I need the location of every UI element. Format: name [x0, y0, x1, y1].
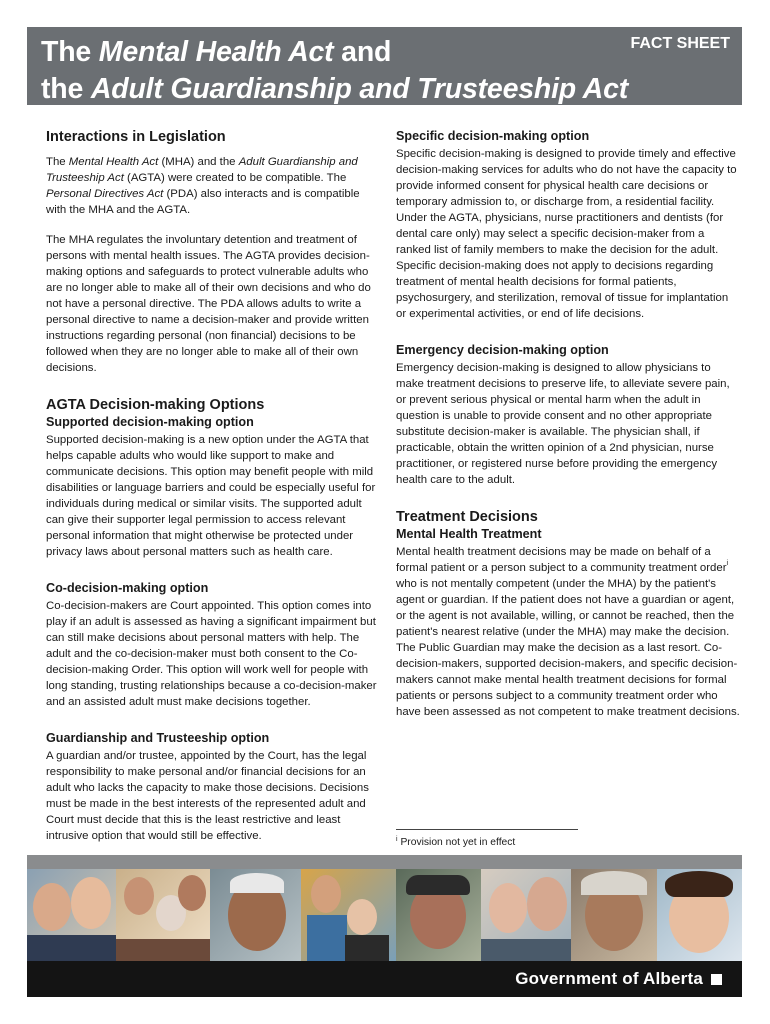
footnote-marker: i — [726, 560, 729, 567]
footnote: $^i$ Provision not yet in effect — [396, 836, 516, 848]
footer-bar — [27, 961, 742, 997]
footnote-rule — [396, 829, 578, 830]
fact-sheet-badge: FACT SHEET — [630, 35, 730, 52]
government-of-alberta-logo: Government of Alberta — [515, 969, 722, 989]
title-line-2: the Adult Guardianship and Trusteeship Act — [41, 73, 629, 105]
heading-guardianship: Guardianship and Trusteeship option — [46, 731, 270, 745]
photo-elderly-man — [210, 869, 301, 961]
paragraph-mental-health-treatment: Mental health treatment decisions may be made on behalf of a formal patient or a person subject to a community treatment order$^i$ who is not mentally competent (under the MHA) by the patient's agent or guardian. If the patient does not have a guardian or agent, or the agent is not available, willing, or cannot be reached, then the patient's nearest relative (under the MHA) may make the decision. The Public Guardian may make the decision as a last resort. Co-decision-makers, supported decision-makers, and specific decision-makers cannot make mental health treatment decisions for formal patients or persons subject to a community treatment order who have been assessed as not competent to make treatment decisions. — [396, 546, 740, 718]
title-line-1: The Mental Health Act and — [41, 36, 392, 68]
heading-emergency: Emergency decision-making option — [396, 343, 609, 357]
title-act-name-1: Mental Health Act — [98, 36, 334, 68]
heading-supported: Supported decision-making option — [46, 415, 254, 429]
paragraph-supported: Supported decision-making is a new option under the AGTA that helps capable adults who would like support to make and communicate decisions. This option may benefit people with mild disabilities or language barriers and could be especially useful for individuals during medical or similar visits. The supported adult can give their supporter legal permission to access relevant personal information that might otherwise be protected under privacy laws about personal matters such as health care. — [46, 434, 376, 558]
paragraph-interactions-2: The MHA regulates the involuntary detention and treatment of persons with mental health issues. The AGTA provides decision-making options and safeguards to protect vulnerable adults who are no longer able to make all of their own decisions and who do not have a personal directive. The PDA allows adults to write a personal directive to name a decision-maker and provide written instructions regarding personal (non financial) decisions to be followed when they are no longer able to make all of their own decisions. — [46, 234, 371, 374]
photo-man-with-wheelchair-user — [301, 869, 396, 961]
heading-agta-options: AGTA Decision-making Options — [46, 397, 265, 413]
photo-elderly-woman — [571, 869, 657, 961]
photo-strip — [27, 869, 742, 961]
photo-family-group — [116, 869, 211, 961]
paragraph-guardianship: A guardian and/or trustee, appointed by the Court, has the legal responsibility to make personal and/or financial decisions for an adult who lacks the capacity to make those decisions. Decisions must be made in the best interests of the represented adult and Court must decide that this is the least restrictive and least intrusive option that would still be effective. — [46, 750, 369, 842]
paragraph-codecision: Co-decision-makers are Court appointed. This option comes into play if an adult is assessed as having a significant impairment but can still make decisions about personal matters with help. The adult and the co-decision-maker must both consent to the Co-decision-making Order. This option will work well for people with long standing, trusting relationships because a co-decision-maker and an assisted adult must make decisions together. — [46, 600, 377, 708]
title-act-name-2: Adult Guardianship and Trusteeship Act — [90, 73, 629, 105]
photo-elderly-couple — [481, 869, 572, 961]
photo-smiling-woman — [657, 869, 742, 961]
right-column — [396, 128, 740, 720]
heading-interactions: Interactions in Legislation — [46, 129, 226, 145]
heading-codecision: Co-decision-making option — [46, 581, 209, 595]
photo-man-in-cap — [396, 869, 481, 961]
title-banner — [27, 27, 742, 105]
heading-specific: Specific decision-making option — [396, 129, 590, 143]
left-column — [46, 128, 380, 844]
heading-mental-health-treatment: Mental Health Treatment — [396, 527, 542, 541]
photo-young-couple — [27, 869, 116, 961]
heading-treatment: Treatment Decisions — [396, 509, 538, 525]
photo-strip-top-bar — [27, 855, 742, 869]
square-mark-icon — [711, 974, 722, 985]
paragraph-specific: Specific decision-making is designed to provide timely and effective decision-making services for adults who do not have the capacity to provide informed consent for physical health care decisions or temporary admission to, or discharge from, a residential facility. Under the AGTA, physicians, nurse practitioners and dentists (for dental care only) may select a specific decision-maker from a ranked list of family members to make the decision for the adult. Specific decision-making does not apply to decisions regarding treatment of mental health decisions for formal patients, psychosurgery, and sterilization, removal of tissue for implantation or experimental activities, or end of life decisions. — [396, 148, 737, 320]
paragraph-interactions-1: The Mental Health Act (MHA) and the Adult Guardianship and Trusteeship Act (AGTA) were created to be compatible. The Personal Directives Act (PDA) also interacts and is compatible with the MHA and the AGTA. — [46, 156, 360, 216]
paragraph-emergency: Emergency decision-making is designed to allow physicians to make treatment decisions to preserve life, to alleviate severe pain, or prevent serious physical or mental harm when the adult in question is unable to provide consent and no other appropriate substitute decision-maker is available. The physician shall, if practicable, obtain the written opinion of a 2nd physician, nurse practitioner, or registered nurse before providing the emergency health care to the adult. — [396, 362, 730, 486]
